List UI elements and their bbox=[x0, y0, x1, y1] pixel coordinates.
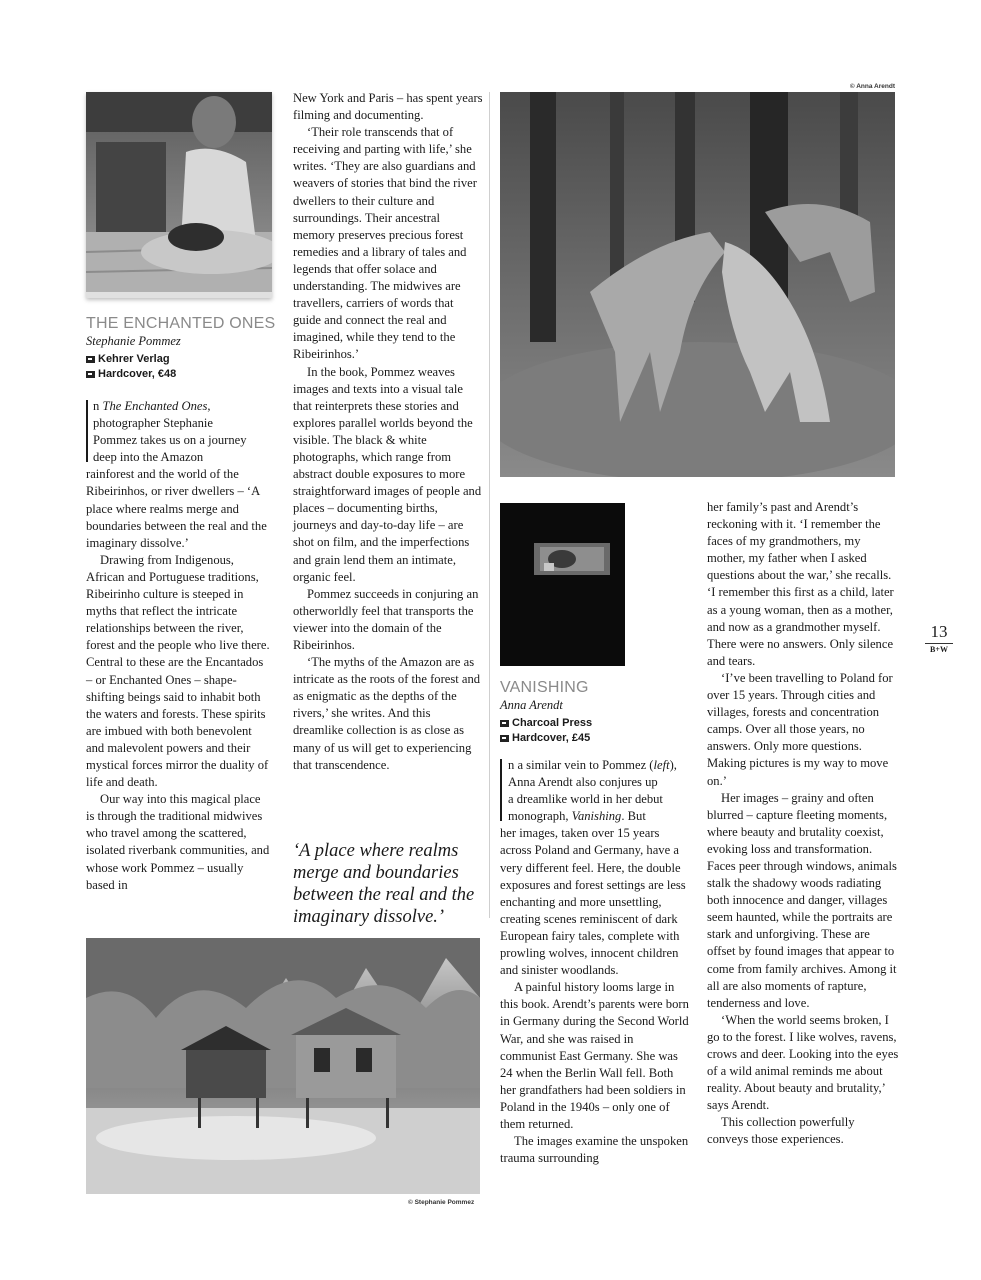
vanishing-title: VANISHING bbox=[500, 679, 589, 696]
section-label: B+W bbox=[930, 645, 948, 654]
paragraph: In the book, Pommez weaves images and texts into a visual tale that reinterprets these stories and explores parallel worlds beyond the visible. The black & white photographs, which range from abstract double exposures to more straightforward images of people and places – documenting births, journeys and day-to-day life – are shot on film, and the imperfections and grain lend them an intimate, organic feel. bbox=[293, 364, 482, 584]
paragraph: Drawing from Indigenous, African and Portuguese traditions, Ribeirinho culture is steeped in myths that reflect the intricate relationships between the river, forest and the people who live there. Central to these are the Encantados – or Enchanted Ones – shape-shifting beings said to inhabit both the waters and forests. These spirits are imbued with both benevolent and malevolent powers and their mystical forces mirror the duality of life and death. bbox=[86, 552, 270, 790]
vanishing-format: Hardcover, £45 bbox=[500, 731, 690, 746]
enchanted-ones-format: Hardcover, €48 bbox=[86, 367, 276, 382]
vanishing-cover-image bbox=[500, 503, 625, 666]
paragraph: This collection powerfully conveys those experiences. bbox=[707, 1115, 855, 1147]
enchanted-ones-publisher: Kehrer Verlag bbox=[86, 352, 276, 367]
paragraph: rainforest and the world of the Ribeirinhos, or river dwellers – ‘A place where realms merge and boundaries between the real and the imaginary dissolve.’ bbox=[86, 467, 267, 550]
column-1-text bbox=[86, 398, 272, 894]
enchanted-ones-intro: n The Enchanted Ones, photographer Stephanie Pommez takes us on a journey deep into the Amazon bbox=[86, 398, 272, 466]
paragraph: New York and Paris – has spent years filming and documenting. bbox=[293, 91, 483, 123]
book-icon bbox=[86, 371, 95, 378]
enchanted-ones-author: Stephanie Pommez bbox=[86, 334, 181, 348]
wolves-photo bbox=[500, 92, 895, 477]
column-4-text bbox=[707, 499, 899, 1149]
book-icon bbox=[86, 356, 95, 363]
vanishing-publisher: Charcoal Press bbox=[500, 716, 690, 731]
page-folio bbox=[925, 622, 953, 656]
paragraph: her images, taken over 15 years across Poland and Germany, have a very different feel. Here, the double exposures and forest settings are less enchanting and more unsettling, creating scenes reminiscent of dark European fairy tales, complete with prowling wolves, innocent children and sinister woodlands. bbox=[500, 826, 686, 978]
enchanted-ones-book-info bbox=[86, 315, 276, 382]
pull-quote: ‘A place where realms merge and boundaries between the real and the imaginary dissolve.’ bbox=[293, 841, 475, 927]
photo-credit-arendt: © Anna Arendt bbox=[849, 83, 895, 90]
paragraph: Our way into this magical place is through the traditional midwives who travel among the scattered, isolated riverbank communities, and whose work Pommez – usually based in bbox=[86, 792, 270, 892]
column-2-text bbox=[293, 90, 483, 774]
photo-credit-pommez: © Stephanie Pommez bbox=[408, 1199, 475, 1206]
vanishing-book-info bbox=[500, 679, 690, 746]
paragraph: her family’s past and Arendt’s reckoning with it. ‘I remember the faces of my grandmothers, my mother, my father when I asked questions about the war,’ she recalls. ‘I remember this first as a child, later as a young woman, then as a mother, and now as a grandmother myself. There were no answers. Only silence and tears. bbox=[707, 500, 894, 668]
paragraph: Her images – grainy and often blurred – capture fleeting moments, where beauty and brutality coexist, evoking loss and transformation. Faces peer through windows, animals stalk the shadowy woods radiating both innocence and danger, villages seem haunted, while the portraits are stark and unforgiving. These are offset by found images that appear to come from family archives. Among it all are also moments of rapture, tenderness and love. bbox=[707, 790, 897, 1010]
river-houses-photo bbox=[86, 938, 480, 1194]
paragraph: The images examine the unspoken trauma surrounding bbox=[500, 1134, 689, 1166]
paragraph: A painful history looms large in this book. Arendt’s parents were born in Germany during the Second World War, and she was raised in communist East Germany. She was 24 when the Berlin Wall fell. Both her grandfathers had been soldiers in Poland in the 1940s – only one of them returned. bbox=[500, 980, 689, 1131]
drop-cap-bar bbox=[86, 400, 88, 462]
column-divider bbox=[489, 92, 490, 918]
enchanted-ones-cover-image bbox=[86, 92, 272, 298]
book-icon bbox=[500, 720, 509, 727]
vanishing-author: Anna Arendt bbox=[500, 698, 563, 712]
column-3-text bbox=[500, 757, 690, 1167]
book-icon bbox=[500, 735, 509, 742]
paragraph: ‘When the world seems broken, I go to the forest. I like wolves, ravens, crows and deer. Looking into the eyes of a wild animal reminds me about reality. About beauty and brutality,’ says Arendt. bbox=[707, 1012, 899, 1113]
paragraph: ‘I’ve been travelling to Poland for over 15 years. Through cities and villages, forests and concentration camps. Over all those years, no answers. Only more questions. Making pictures is my way to move on.’ bbox=[707, 670, 893, 788]
enchanted-ones-title: THE ENCHANTED ONES bbox=[86, 315, 276, 332]
paragraph: Pommez succeeds in conjuring an otherworldly feel that transports the viewer into the domain of the Ribeirinhos. bbox=[293, 586, 479, 652]
drop-cap-bar bbox=[500, 759, 502, 821]
vanishing-intro: n a similar vein to Pommez (left), Anna Arendt also conjures up a dreamlike world in her debut monograph, Vanishing. But bbox=[500, 757, 690, 825]
paragraph: ‘The myths of the Amazon are as intricate as the roots of the forest and as enigmatic as the depths of the rivers,’ she writes. And this dreamlike collection is as close as many of us will get to experiencing that transcendence. bbox=[293, 655, 481, 772]
paragraph: ‘Their role transcends that of receiving and parting with life,’ she writes. ‘They are also guardians and weavers of stories that bind the river dwellers to their culture and surroundings. Their ancestral memory preserves precious forest remedies and a library of tales and legends that offer solace and understanding. The midwives are travellers, carriers of words that guide and connect the real and imagined, while they tend to the Ribeirinhos.’ bbox=[293, 125, 477, 362]
page-number: 13 bbox=[925, 622, 953, 644]
